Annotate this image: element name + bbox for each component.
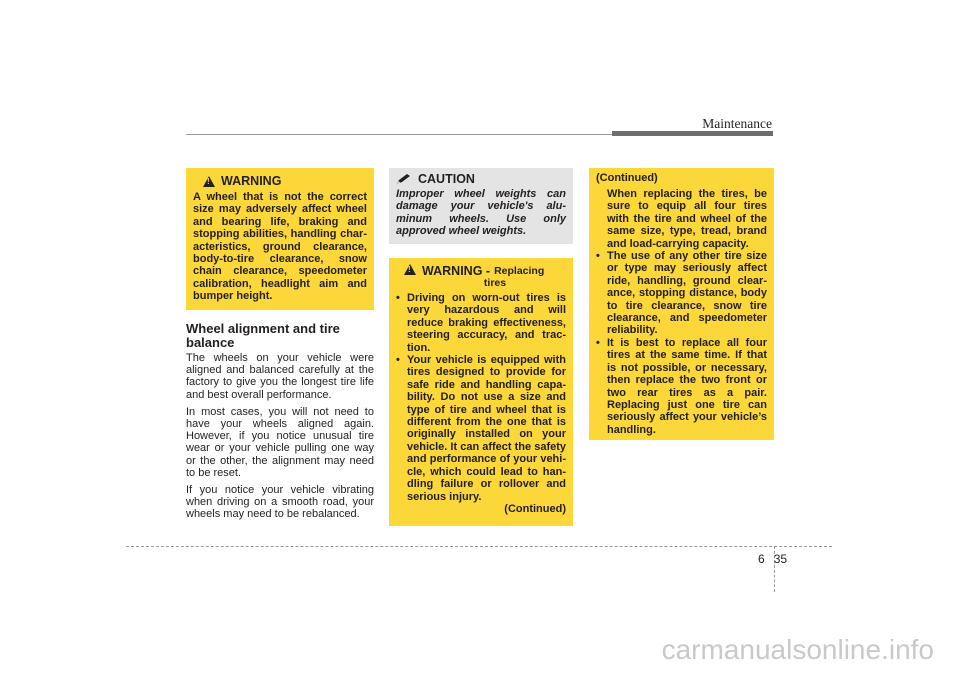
list-item: • The use of any other tire size or type may seriously affect ride, handling, ground clear-ance, stopping distance, body to tire clearance, snow tire clearance, and speedometer reliability.	[596, 250, 767, 337]
warning-list	[396, 292, 566, 503]
footer-rule	[126, 546, 832, 547]
page-number-value: 35	[773, 552, 788, 566]
caution-box	[389, 168, 573, 244]
warning-box-replacing-tires	[389, 258, 573, 526]
list-item: • Your vehicle is equipped with tires designed to provide for safe ride and handling capa-bility. Do not use a size and type of tire and wheel that is different from the one that is originally installed on your vehicle. It can affect the safety and performance of your vehi-cle, which could lead to han-dling failure or rollover and serious injury.	[396, 354, 566, 503]
warning-title: WARNING -	[422, 264, 491, 278]
continued-label: (Continued)	[504, 502, 566, 515]
warning-subtitle-cont: tires	[483, 277, 507, 289]
warning-text: A wheel that is not the correct size may adversely affect wheel and bearing life, braking and stopping abilities, handling char-acteristics, ground clearance, body-to-tire clearance, snow chain clearance, speedometer calibration, headlight aim and bumper height.	[193, 191, 367, 303]
section-header: Maintenance	[702, 116, 772, 131]
warning-subtitle: Replacing	[494, 265, 545, 277]
caution-pencil-icon	[396, 173, 412, 185]
paragraph: In most cases, you will not need to have your wheels aligned again. However, if you notice unusual tire wear or your vehicle pulling one way or the other, the alignment may need to be reset.	[186, 405, 374, 479]
warning-list	[596, 250, 767, 436]
warning-icon	[203, 176, 215, 187]
warning-title: WARNING	[221, 174, 282, 188]
warning-box-wheel-size	[186, 168, 374, 310]
caution-text: Improper wheel weights can damage your vehicle's alu-minum wheels. Use only approved wheel weights.	[396, 188, 566, 237]
continued-label: (Continued)	[596, 172, 658, 184]
chapter-number: 6	[758, 552, 765, 566]
section-body	[186, 352, 374, 526]
warning-box-continued	[589, 168, 774, 440]
section-title: Wheel alignment and tire balance	[186, 321, 340, 350]
warning-text: When replacing the tires, be sure to equip all four tires with the tire and wheel of the same size, type, tread, brand and load-carrying capacity.	[607, 188, 767, 250]
paragraph: The wheels on your vehicle were aligned and balanced carefully at the factory to give you the longest tire life and best overall performance.	[186, 352, 374, 401]
page-number	[758, 552, 787, 566]
paragraph: If you notice your vehicle vibrating when driving on a smooth road, your wheels may need to be rebalanced.	[186, 484, 374, 521]
warning-icon	[404, 264, 416, 275]
caution-title: CAUTION	[418, 172, 475, 186]
header-rule-accent	[612, 131, 773, 136]
watermark: carmanualsonline.info	[661, 634, 934, 665]
list-item: • Driving on worn-out tires is very hazardous and will reduce braking effectiveness, steering accuracy, and trac-tion.	[396, 292, 566, 354]
list-item: • It is best to replace all four tires at the same time. If that is not possible, or necessary, then replace the two front or two rear tires as a pair. Replacing just one tire can seriously affect your vehicle’s handling.	[596, 337, 767, 436]
